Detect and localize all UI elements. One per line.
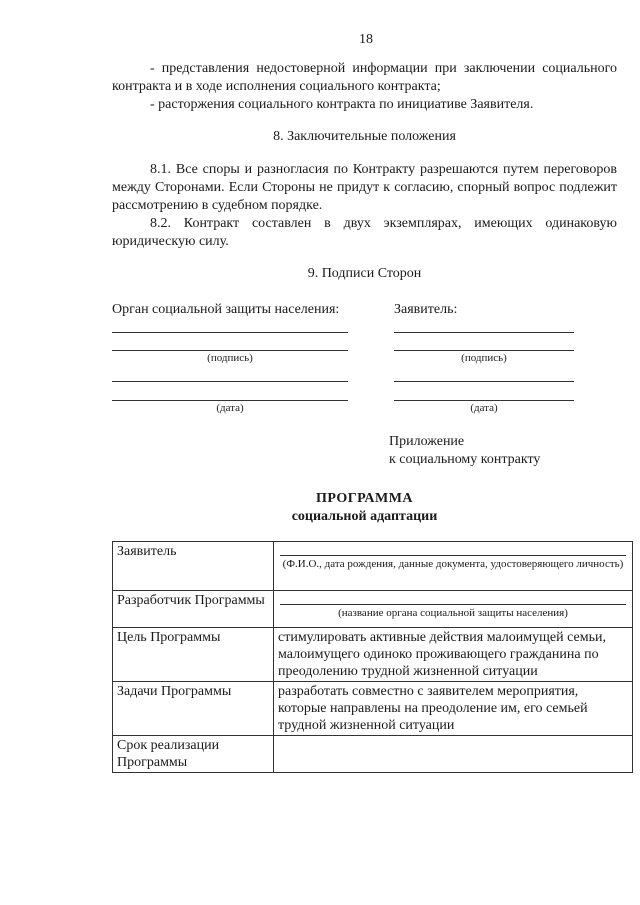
table-row bbox=[113, 542, 633, 591]
section-8-heading: 8. Заключительные положения bbox=[273, 129, 456, 144]
signature-line bbox=[112, 350, 348, 351]
appendix-label: Приложение bbox=[389, 434, 465, 449]
row-label: Разработчик Программы bbox=[113, 591, 274, 628]
paragraph-8-1: 8.1. Все споры и разногласия по Контракту разрешаются путем переговоров между Сторонами. Если Стороны не придут к согласию, спорный вопрос подлежит рассмотрению в судебном порядке. bbox=[112, 162, 617, 213]
signature-line bbox=[394, 350, 574, 351]
left-party-label: Орган социальной защиты населения: bbox=[112, 302, 340, 317]
field-caption: (Ф.И.О., дата рождения, данные документа, удостоверяющего личность) bbox=[282, 558, 624, 570]
row-value bbox=[274, 736, 633, 773]
date-line bbox=[394, 381, 574, 382]
date-line bbox=[112, 381, 348, 382]
fill-in-line bbox=[280, 604, 626, 605]
row-value: разработать совместно с заявителем мероприятия, которые направлены на преодоление им, его семьей трудной жизненной ситуации bbox=[274, 682, 633, 736]
program-subtitle: социальной адаптации bbox=[291, 509, 438, 524]
program-table bbox=[112, 541, 633, 773]
intro-list-item: - представления недостоверной информации при заключении социального контракта и в ходе исполнения социального контракта; bbox=[112, 61, 617, 94]
date-line bbox=[394, 400, 574, 401]
intro-list-item: - расторжения социального контракта по инициативе Заявителя. bbox=[150, 97, 534, 112]
table-row bbox=[113, 591, 633, 628]
appendix-sublabel: к социальному контракту bbox=[389, 452, 541, 467]
left-date-caption: (дата) bbox=[216, 402, 244, 414]
table-row bbox=[113, 682, 633, 736]
page-number: 18 bbox=[359, 32, 373, 47]
row-label: Заявитель bbox=[113, 542, 274, 591]
right-date-caption: (дата) bbox=[470, 402, 498, 414]
signature-line bbox=[394, 332, 574, 333]
row-label: Задачи Программы bbox=[113, 682, 274, 736]
row-value: стимулировать активные действия малоимущей семьи, малоимущего одиноко проживающего гражданина по преодолению трудной жизненной ситуации bbox=[274, 628, 633, 682]
paragraph-8-2: 8.2. Контракт составлен в двух экземплярах, имеющих одинаковую юридическую силу. bbox=[112, 216, 617, 249]
row-label: Цель Программы bbox=[113, 628, 274, 682]
row-label: Срок реализации Программы bbox=[113, 736, 274, 773]
right-party-label: Заявитель: bbox=[394, 302, 458, 317]
row-value-field bbox=[274, 542, 633, 591]
right-signature-caption: (подпись) bbox=[461, 352, 507, 364]
table-row bbox=[113, 628, 633, 682]
date-line bbox=[112, 400, 348, 401]
row-value-field bbox=[274, 591, 633, 628]
left-signature-caption: (подпись) bbox=[207, 352, 253, 364]
table-row bbox=[113, 736, 633, 773]
signature-line bbox=[112, 332, 348, 333]
program-title: ПРОГРАММА bbox=[315, 491, 414, 506]
fill-in-line bbox=[280, 555, 626, 556]
section-9-heading: 9. Подписи Сторон bbox=[307, 266, 422, 281]
field-caption: (название органа социальной защиты населения) bbox=[338, 607, 568, 619]
